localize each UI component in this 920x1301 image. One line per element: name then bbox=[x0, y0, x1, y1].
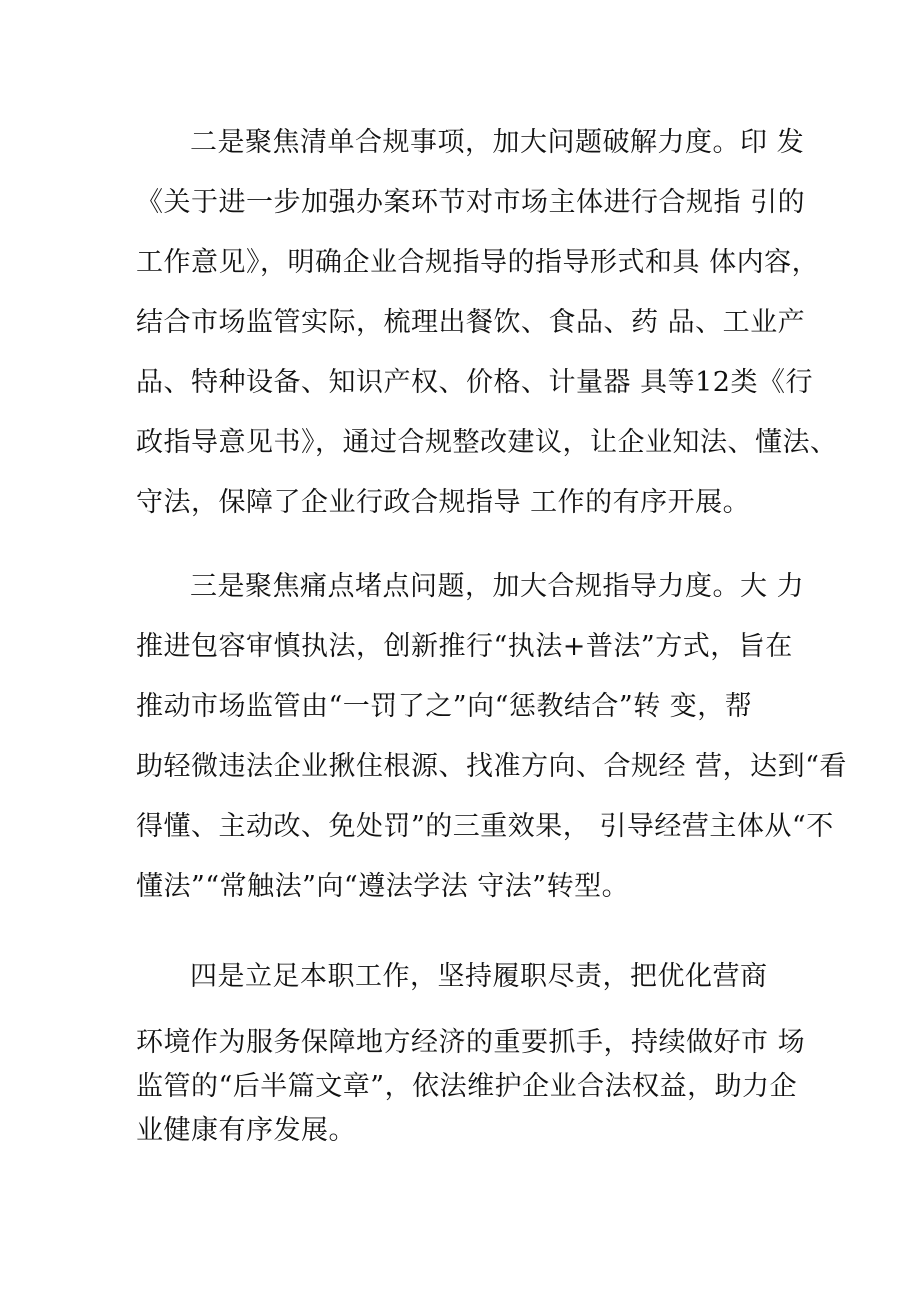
paragraph-line: 推进包容审慎执法，创新推行“执法+普法”方式，旨在 bbox=[136, 631, 793, 662]
paragraph-line: 政指导意见书》，通过合规整改建议，让企业知法、懂法、 bbox=[136, 427, 838, 458]
paragraph-line: 三是聚焦痛点堵点问题，加大合规指导力度。大 力 bbox=[190, 571, 805, 602]
paragraph-line: 结合市场监管实际，梳理出餐饮、食品、药 品、工业产 bbox=[136, 307, 806, 338]
paragraph-line: 助轻微违法企业揪住根源、找准方向、合规经 营，达到“看 bbox=[136, 751, 847, 782]
paragraph-line: 业健康有序发展。 bbox=[136, 1115, 356, 1146]
paragraph-line: 推动市场监管由“一罚了之”向“惩教结合”转 变，帮 bbox=[136, 691, 753, 722]
paragraph-line: 品、特种设备、知识产权、价格、计量器 具等12类《行 bbox=[136, 367, 813, 398]
paragraph-line: 环境作为服务保障地方经济的重要抓手，持续做好市 场 bbox=[136, 1027, 806, 1058]
paragraph-line: 二是聚焦清单合规事项，加大问题破解力度。印 发 bbox=[190, 127, 805, 158]
paragraph-line: 得懂、主动改、免处罚”的三重效果， 引导经营主体从“不 bbox=[136, 811, 834, 842]
paragraph-line: 工作意见》，明确企业合规指导的指导形式和具 体内容， bbox=[136, 247, 820, 278]
paragraph-line: 《关于进一步加强办案环节对市场主体进行合规指 引的 bbox=[136, 187, 806, 218]
paragraph-line: 守法，保障了企业行政合规指导 工作的有序开展。 bbox=[136, 487, 751, 518]
paragraph-line: 监管的“后半篇文章”，依法维护企业合法权益，助力企 bbox=[136, 1071, 798, 1102]
paragraph-line: 四是立足本职工作，坚持履职尽责，把优化营商 bbox=[190, 961, 768, 992]
paragraph-line: 懂法”“常触法”向“遵法学法 守法”转型。 bbox=[136, 871, 630, 902]
